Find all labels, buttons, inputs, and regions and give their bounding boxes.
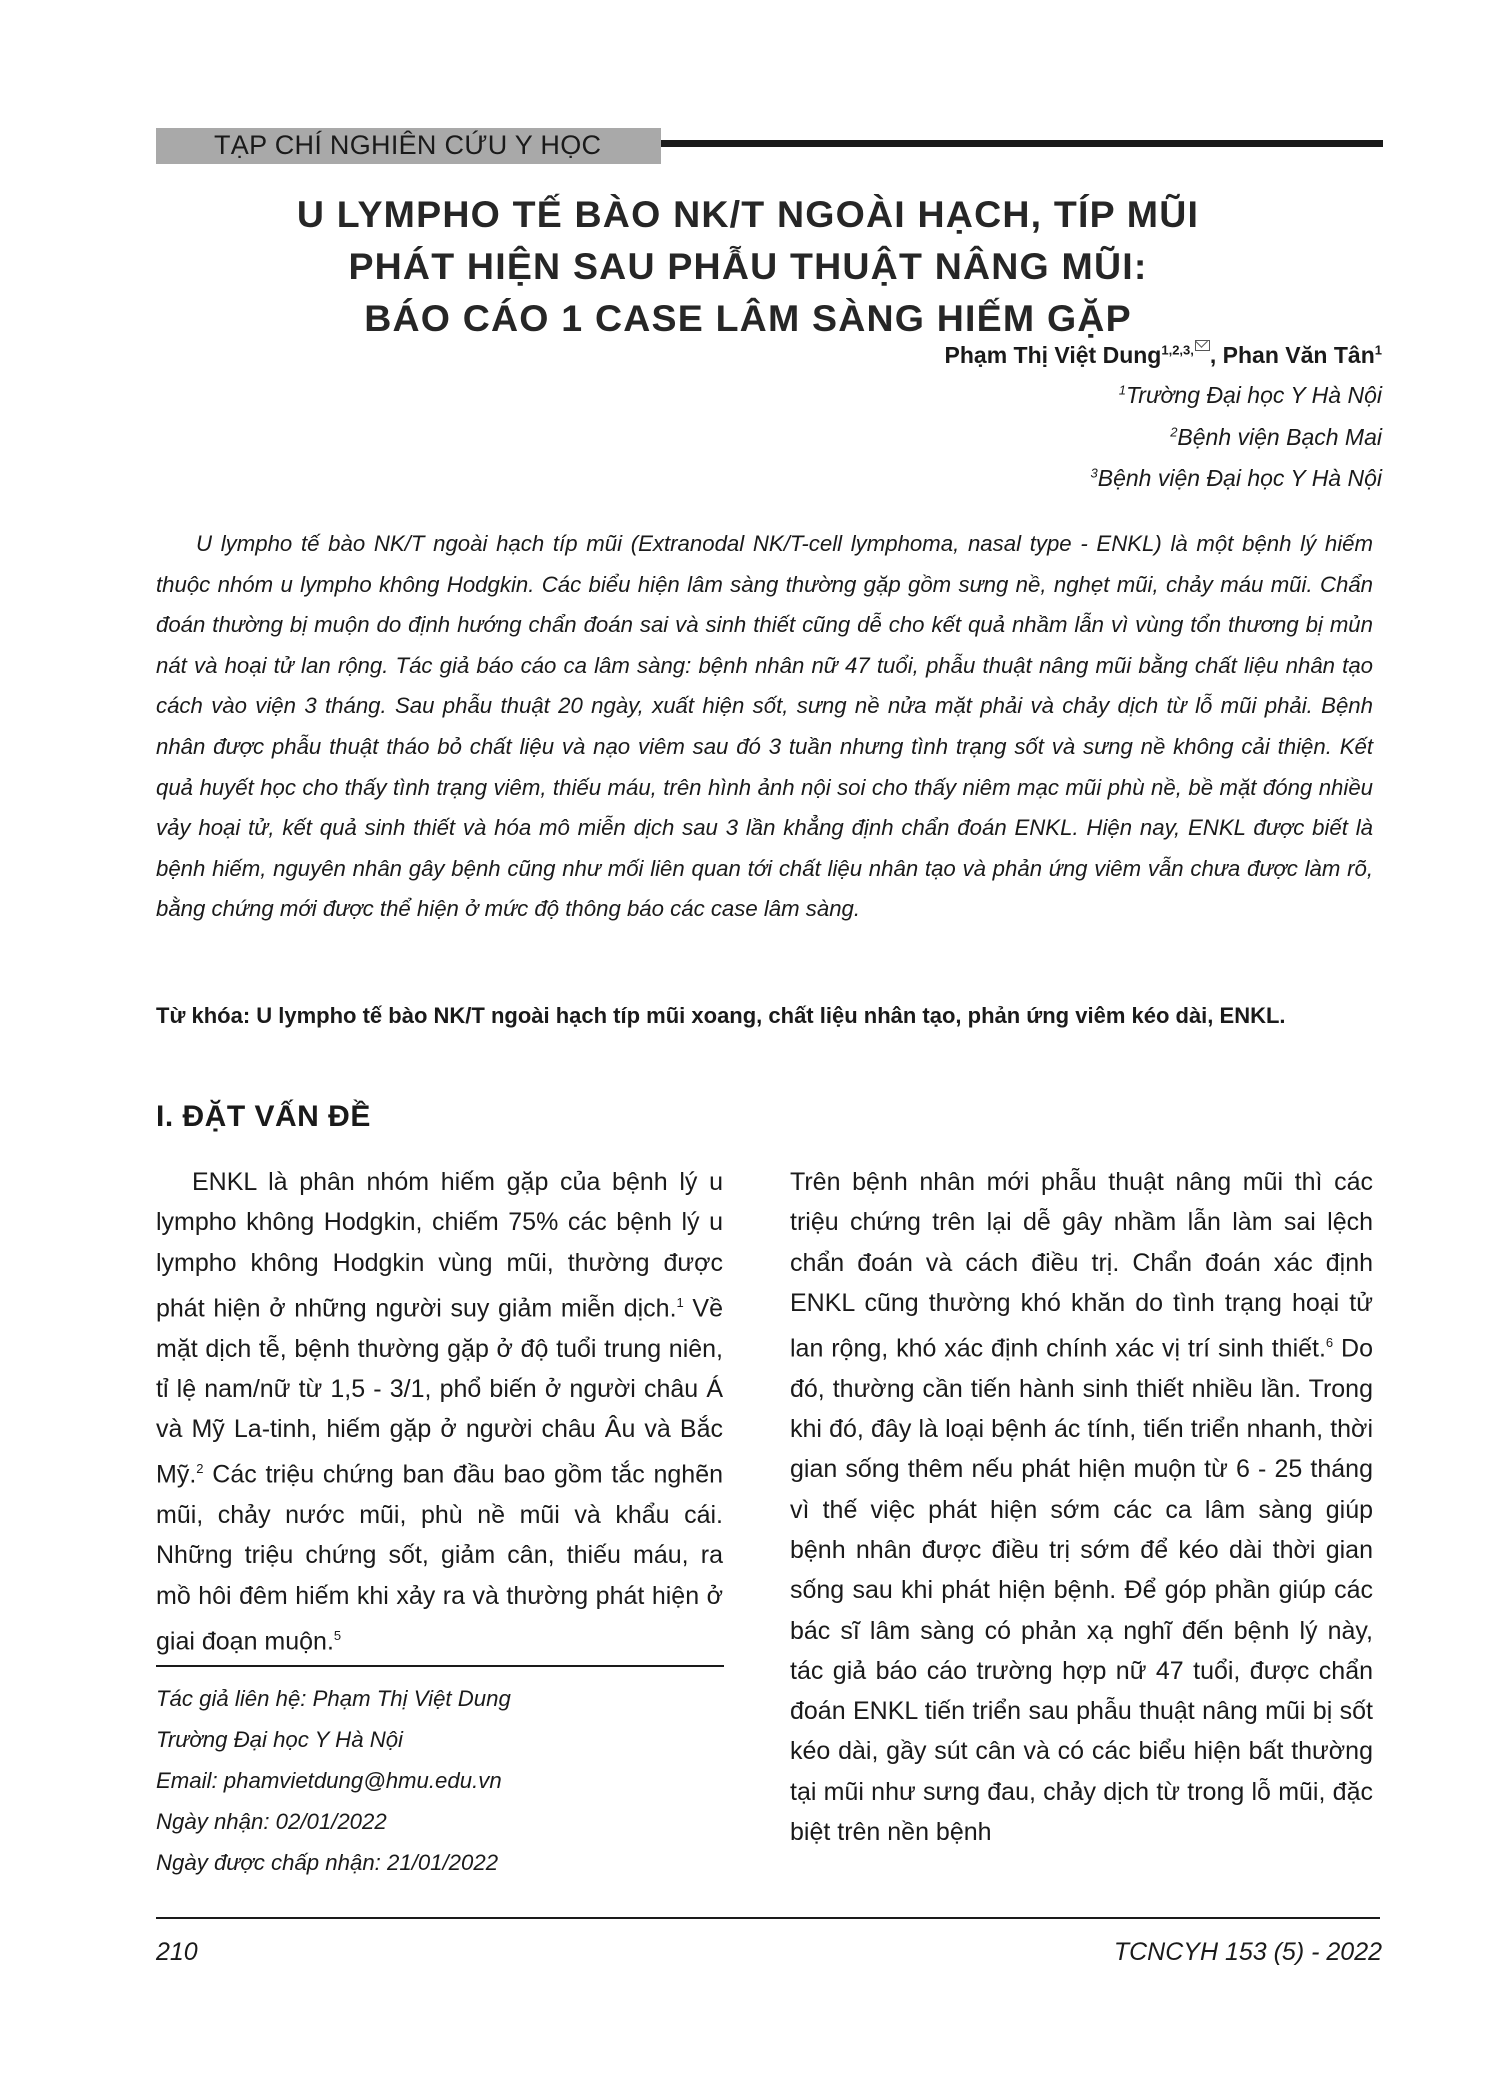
footnote-rule [156, 1665, 724, 1667]
footnote-accepted-date: Ngày được chấp nhận: 21/01/2022 [156, 1850, 499, 1875]
affiliation-name: Bệnh viện Bạch Mai [1177, 424, 1382, 450]
body-text: Các triệu chứng ban đầu bao gồm tắc nghẽn mũi, chảy nước mũi, phù nề mũi và khẩu cái. Những triệu chứng sốt, giảm cân, thiếu máu, ra mồ hôi đêm hiếm khi xảy ra và thường phát hiện ở giai đoạn muộn. [156, 1460, 723, 1656]
affiliation-number: 2 [1170, 424, 1178, 440]
body-text: ENKL là phân nhóm hiếm gặp của bệnh lý u lympho không Hodgkin, chiếm 75% các bệnh lý u lympho không Hodgkin vùng mũi, thường được phát hiện ở những người suy giảm miễn dịch. [156, 1168, 723, 1323]
body-column-left [156, 1162, 723, 1662]
body-text: Trên bệnh nhân mới phẫu thuật nâng mũi thì các triệu chứng trên lại dễ gây nhầm lẫn làm sai lệch chẩn đoán và cách điều trị. Chẩn đoán xác định ENKL cũng thường khó khăn do tình trạng hoại tử lan rộng, khó xác định chính xác vị trí sinh thiết. [790, 1168, 1373, 1363]
envelope-icon [1195, 340, 1210, 351]
title-line-2: PHÁT HIỆN SAU PHẪU THUẬT NÂNG MŨI: [348, 245, 1148, 287]
affiliation-number: 3 [1090, 465, 1098, 481]
page-number: 210 [156, 1938, 198, 1966]
title-line-3: BÁO CÁO 1 CASE LÂM SÀNG HIẾM GẶP [364, 297, 1132, 339]
affiliation-number: 1 [1118, 382, 1126, 398]
footnote-received-date: Ngày nhận: 02/01/2022 [156, 1809, 387, 1834]
affiliation-name: Trường Đại học Y Hà Nội [1125, 382, 1382, 408]
body-column-right [790, 1162, 1373, 1852]
header-rule [661, 140, 1383, 147]
journal-name: TẠP CHÍ NGHIÊN CỨU Y HỌC [214, 130, 602, 160]
footnote-contact: Tác giả liên hệ: Phạm Thị Việt Dung [156, 1686, 511, 1711]
body-text: Do đó, thường cần tiến hành sinh thiết nhiều lần. Trong khi đó, đây là loại bệnh ác tính, tiến triển nhanh, thời gian sống thêm nếu phát hiện muộn từ 6 - 25 tháng vì thế việc phát hiện sớm các ca lâm sàng giúp bệnh nhân được điều trị sớm để kéo dài thời gian sống sau khi phát hiện bệnh. Để góp phần giúp các bác sĩ lâm sàng có phản xạ nghĩ đến bệnh lý này, tác giả báo cáo trường hợp nữ 47 tuổi, được chẩn đoán ENKL tiến triển sau phẫu thuật nâng mũi bị sốt kéo dài, gầy sút cân và có các biểu hiện bất thường tại mũi như sưng đau, chảy dịch từ trong lỗ mũi, đặc biệt trên nền bệnh [790, 1334, 1373, 1847]
section-heading: I. ĐẶT VẤN ĐỀ [156, 1100, 371, 1133]
keywords: Từ khóa: U lympho tế bào NK/T ngoài hạch típ mũi xoang, chất liệu nhân tạo, phản ứng viêm kéo dài, ENKL. [156, 1003, 1286, 1028]
author-affiliation-marks: 1 [1374, 342, 1382, 358]
author-name: Phạm Thị Việt Dung [944, 342, 1162, 368]
author-list [945, 340, 1382, 369]
footnote-email: Email: phamvietdung@hmu.edu.vn [156, 1768, 502, 1793]
reference-mark: 5 [333, 1627, 342, 1643]
reference-mark: 2 [196, 1461, 204, 1477]
footnote-institution: Trường Đại học Y Hà Nội [156, 1727, 403, 1752]
affiliation-name: Bệnh viện Đại học Y Hà Nội [1097, 465, 1382, 491]
affiliation-2 [1170, 424, 1382, 451]
affiliation-1 [1119, 382, 1382, 409]
reference-mark: 6 [1325, 1335, 1334, 1351]
author-name: Phan Văn Tân [1222, 342, 1375, 368]
journal-issue: TCNCYH 153 (5) - 2022 [1113, 1938, 1382, 1966]
footer-rule [156, 1917, 1380, 1919]
affiliation-3 [1091, 465, 1383, 492]
author-separator: , [1209, 342, 1223, 368]
body-text: Về mặt dịch tễ, bệnh thường gặp ở độ tuổi trung niên, tỉ lệ nam/nữ từ 1,5 - 3/1, phổ biến ở người châu Á và Mỹ La-tinh, hiếm gặp ở người châu Âu và Bắc Mỹ. [156, 1294, 724, 1489]
abstract: U lympho tế bào NK/T ngoài hạch típ mũi (Extranodal NK/T-cell lymphoma, nasal type - ENKL) là một bệnh lý hiếm thuộc nhóm u lympho không Hodgkin. Các biểu hiện lâm sàng thường gặp gồm sưng nề, nghẹt mũi, chảy máu mũi. Chẩn đoán thường bị muộn do định hướng chẩn đoán sai và sinh thiết cũng dễ cho kết quả nhầm lẫn vì vùng tổn thương bị mủn nát và hoại tử lan rộng. Tác giả báo cáo ca lâm sàng: bệnh nhân nữ 47 tuổi, phẫu thuật nâng mũi bằng chất liệu nhân tạo cách vào viện 3 tháng. Sau phẫu thuật 20 ngày, xuất hiện sốt, sưng nề nửa mặt phải và chảy dịch từ lỗ mũi phải. Bệnh nhân được phẫu thuật tháo bỏ chất liệu và nạo viêm sau đó 3 tuần nhưng tình trạng sốt và sưng nề không cải thiện. Kết quả huyết học cho thấy tình trạng viêm, thiếu máu, trên hình ảnh nội soi cho thấy niêm mạc mũi phù nề, bề mặt đóng nhiều vảy hoại tử, kết quả sinh thiết và hóa mô miễn dịch sau 3 lần khẳng định chẩn đoán ENKL. Hiện nay, ENKL được biết là bệnh hiếm, nguyên nhân gây bệnh cũng như mối liên quan tới chất liệu nhân tạo và phản ứng viêm vẫn chưa được làm rõ, bằng chứng mới được thể hiện ở mức độ thông báo các case lâm sàng. [156, 531, 1373, 922]
title-line-1: U LYMPHO TẾ BÀO NK/T NGOÀI HẠCH, TÍP MŨI [296, 193, 1200, 235]
article-title [150, 188, 1346, 344]
author-affiliation-marks: 1,2,3, [1161, 342, 1194, 358]
reference-mark: 1 [676, 1294, 684, 1310]
